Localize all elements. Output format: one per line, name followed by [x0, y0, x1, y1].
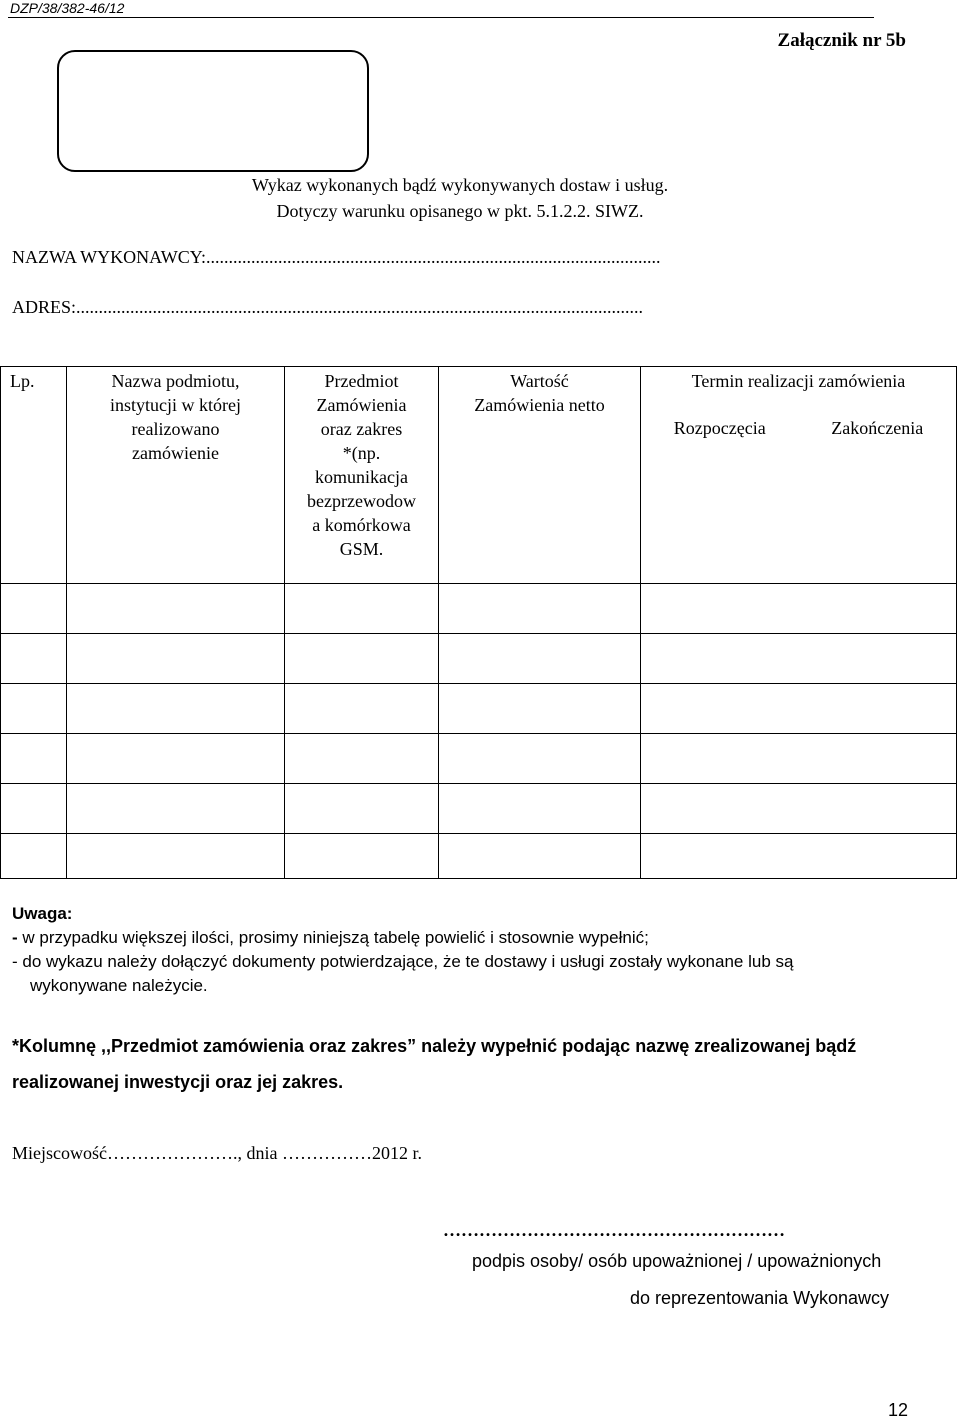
cell-term[interactable]: [641, 834, 957, 879]
notes-heading: Uwaga:: [12, 904, 73, 923]
column-header-lp-text: Lp.: [10, 371, 35, 391]
value-line: Zamówienia netto: [474, 395, 605, 415]
value-line: Wartość: [510, 371, 569, 391]
subject-line: oraz zakres: [320, 419, 403, 439]
column-header-term: [641, 367, 957, 584]
contractor-name-field[interactable]: NAZWA WYKONAWCY:.....................................................................................................: [12, 247, 661, 267]
form-title-line1: Wykaz wykonanych bądź wykonywanych dostaw i usług.: [251, 175, 669, 195]
attachment-label: Załącznik nr 5b: [777, 30, 906, 51]
cell-entity[interactable]: [67, 834, 285, 879]
note-dash: -: [12, 928, 18, 947]
subject-line: Zamówienia: [316, 395, 407, 415]
subject-line: a komórkowa: [312, 515, 411, 535]
signature-label-2: do reprezentowania Wykonawcy: [630, 1288, 889, 1308]
cell-term[interactable]: [641, 684, 957, 734]
table-row: [1, 734, 957, 784]
cell-subject[interactable]: [285, 834, 439, 879]
cell-entity[interactable]: [67, 634, 285, 684]
entity-line: realizowano: [131, 419, 220, 439]
cell-subject[interactable]: [285, 634, 439, 684]
cell-term[interactable]: [641, 634, 957, 684]
column-header-entity: [67, 367, 285, 584]
cell-value[interactable]: [439, 584, 641, 634]
note-line-2: - do wykazu należy dołączyć dokumenty potwierdzające, że te dostawy i usługi zostały wykonane lub są: [12, 952, 794, 971]
note-line-3: wykonywane należycie.: [30, 976, 208, 995]
entity-line: Nazwa podmiotu,: [111, 371, 240, 391]
subject-line: komunikacja: [315, 467, 408, 487]
subject-line: *(np.: [342, 443, 381, 463]
cell-lp[interactable]: [1, 784, 67, 834]
place-date-field[interactable]: Miejscowość…………………., dnia ……………2012 r.: [12, 1143, 422, 1163]
table-row: [1, 684, 957, 734]
note-line-1-text: w przypadku większej ilości, prosimy niniejszą tabelę powielić i stosownie wypełnić;: [17, 928, 649, 947]
entity-line: zamówienie: [132, 443, 219, 463]
cell-value[interactable]: [439, 734, 641, 784]
cell-entity[interactable]: [67, 784, 285, 834]
footnote-line-2: realizowanej inwestycji oraz jej zakres.: [12, 1072, 344, 1092]
subject-line: GSM.: [339, 539, 384, 559]
stamp-box: [57, 50, 369, 172]
cell-lp[interactable]: [1, 684, 67, 734]
signature-label-1: podpis osoby/ osób upoważnionej / upoważnionych: [472, 1251, 882, 1271]
entity-line: instytucji w której: [110, 395, 241, 415]
cell-entity[interactable]: [67, 734, 285, 784]
cell-subject[interactable]: [285, 684, 439, 734]
page-number: 12: [887, 1400, 908, 1420]
cell-term[interactable]: [641, 734, 957, 784]
cell-entity[interactable]: [67, 584, 285, 634]
cell-lp[interactable]: [1, 834, 67, 879]
form-title-line2: Dotyczy warunku opisanego w pkt. 5.1.2.2. SIWZ.: [276, 201, 644, 221]
cell-entity[interactable]: [67, 684, 285, 734]
term-title: Termin realizacji zamówienia: [691, 371, 906, 391]
table-row: [1, 784, 957, 834]
cell-term[interactable]: [641, 584, 957, 634]
cell-value[interactable]: [439, 684, 641, 734]
cell-lp[interactable]: [1, 634, 67, 684]
cell-subject[interactable]: [285, 584, 439, 634]
cell-term[interactable]: [641, 784, 957, 834]
contracts-table: [0, 366, 957, 879]
cell-value[interactable]: [439, 784, 641, 834]
cell-value[interactable]: [439, 834, 641, 879]
document-reference: DZP/38/382-46/12: [10, 0, 125, 16]
note-line-1: [12, 928, 649, 948]
subject-line: Przedmiot: [324, 371, 399, 391]
column-header-end: Zakończenia: [831, 418, 924, 438]
signature-line[interactable]: …………………………………………………: [443, 1220, 785, 1240]
table-header-row: [1, 367, 957, 584]
table-row: [1, 584, 957, 634]
cell-lp[interactable]: [1, 584, 67, 634]
header-rule: [8, 17, 874, 18]
column-header-lp: [1, 367, 67, 584]
subject-line: bezprzewodow: [307, 491, 416, 511]
table-row: [1, 834, 957, 879]
cell-value[interactable]: [439, 634, 641, 684]
column-header-subject: [285, 367, 439, 584]
footnote-line-1: *Kolumnę ,,Przedmiot zamówienia oraz zakres” należy wypełnić podając nazwę zrealizowanej bądź: [12, 1036, 857, 1056]
cell-lp[interactable]: [1, 734, 67, 784]
cell-subject[interactable]: [285, 734, 439, 784]
table-row: [1, 634, 957, 684]
column-header-value: [439, 367, 641, 584]
address-field[interactable]: ADRES:..............................................................................................................................: [12, 297, 644, 317]
cell-subject[interactable]: [285, 784, 439, 834]
column-header-start: Rozpoczęcia: [673, 418, 766, 438]
